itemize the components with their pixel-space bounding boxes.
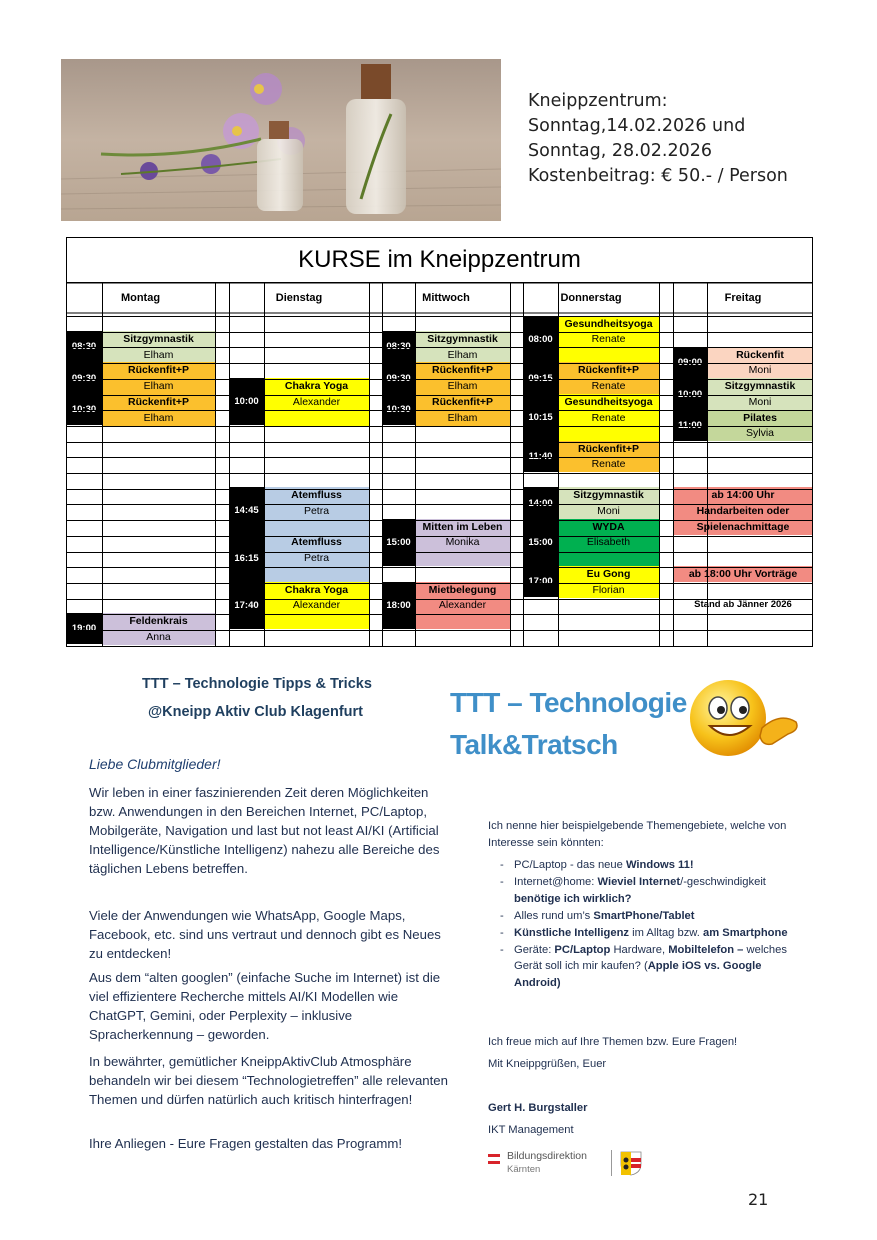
time-dienstag-3: 16:15: [229, 534, 264, 582]
freitag-course-1: Rückenfit: [707, 347, 813, 363]
time-dienstag-4: 17:40: [229, 582, 264, 629]
org-region: Kärnten: [507, 1164, 541, 1175]
donnerstag-teacher-1: Renate: [558, 331, 659, 347]
freitag-note-5: Stand ab Jänner 2026: [694, 599, 792, 611]
mittwoch-course-5: Mietbelegung: [415, 582, 510, 598]
mittwoch-purple-filler: [415, 550, 510, 566]
page-number: 21: [748, 1190, 769, 1209]
dienstag-blue-filler-2: [264, 566, 369, 582]
closing-line: Ich freue mich auf Ihre Themen bzw. Eure Fragen!: [488, 1036, 738, 1048]
donnerstag-teacher-3: Renate: [558, 410, 659, 426]
topic-text: /-geschwindigkeit: [680, 876, 766, 888]
greeting: Liebe Clubmitglieder!: [89, 756, 221, 772]
time-montag-2: 09:30: [66, 362, 102, 394]
paragraph-5: Ihre Anliegen - Eure Fragen gestalten das Programm!: [89, 1136, 403, 1151]
montag-course-2: Rückenfit+P: [102, 362, 215, 378]
schedule-title: KURSE im Kneippzentrum: [66, 237, 813, 283]
mittwoch-teacher-3: Elham: [415, 410, 510, 426]
dienstag-course-2: Atemfluss: [264, 487, 369, 503]
freitag-course-2: Sitzgymnastik: [707, 378, 813, 394]
mittwoch-teacher-4: Monika: [415, 534, 510, 550]
paragraph-4: In bewährter, gemütlicher KneippAktivClub Atmosphäre behandeln wir bei diesem “Technologietreffen” alle relevanten Themen und dürfen natürlich auch kritisch hinterfragen!: [89, 1054, 448, 1107]
herbal-oil-photo: [61, 59, 501, 221]
logo-divider: [611, 1150, 612, 1176]
time-mittwoch-4: 15:00: [382, 519, 415, 566]
donnerstag-yellow-filler-1: [558, 347, 659, 363]
time-montag-4: 19:00: [66, 613, 102, 644]
dienstag-teacher-3: Petra: [264, 550, 369, 566]
freitag-course-3: Pilates: [707, 410, 813, 426]
dienstag-course-1: Chakra Yoga: [264, 378, 369, 394]
donnerstag-course-1: Gesundheitsyoga: [558, 316, 659, 332]
time-freitag-2: 10:00: [673, 378, 707, 410]
mittwoch-course-3: Rückenfit+P: [415, 394, 510, 410]
montag-course-1: Sitzgymnastik: [102, 331, 215, 347]
ttt-logo-line1: TTT – Technologie: [450, 687, 687, 718]
donnerstag-teacher-7: Florian: [558, 582, 659, 598]
paragraph-2: Viele der Anwendungen wie WhatsApp, Google Maps, Facebook, etc. sind uns vertraut und dennoch gibt es Neues zu entdecken!: [89, 908, 441, 961]
dienstag-teacher-2: Petra: [264, 503, 369, 519]
info-location: Kneippzentrum:: [528, 91, 668, 111]
freitag-note-1: ab 14:00 Uhr: [673, 487, 813, 503]
time-donnerstag-2: 09:15: [523, 362, 558, 394]
dienstag-course-3: Atemfluss: [264, 534, 369, 550]
donnerstag-course-7: Eu Gong: [558, 566, 659, 582]
dienstag-teacher-1: Alexander: [264, 394, 369, 410]
montag-teacher-4: Anna: [102, 629, 215, 645]
ttt-logo: [446, 687, 687, 771]
time-montag-3: 10:30: [66, 394, 102, 425]
info-date-2: Sonntag, 28.02.2026: [528, 141, 713, 161]
topic-item-ki: [500, 925, 810, 942]
donnerstag-yellow-filler-2: [558, 425, 659, 441]
ttt-subheading: @Kneipp Aktiv Club Klagenfurt: [148, 704, 363, 720]
dienstag-yellow-filler-2: [264, 613, 369, 629]
dienstag-course-4: Chakra Yoga: [264, 582, 369, 598]
topic-item-smartphone: [500, 908, 810, 925]
donnerstag-course-2: Rückenfit+P: [558, 362, 659, 378]
farewell: Mit Kneippgrüßen, Euer: [488, 1058, 607, 1070]
topic-bold: SmartPhone/Tablet: [593, 909, 695, 922]
topic-bold: Wieviel Internet: [597, 876, 681, 888]
donnerstag-course-4: Rückenfit+P: [558, 441, 659, 457]
time-donnerstag-5: 14:00: [523, 487, 558, 519]
topics-list: [500, 857, 810, 992]
donnerstag-course-3: Gesundheitsyoga: [558, 394, 659, 410]
bildungsdirektion-logo: [488, 1150, 648, 1180]
freitag-teacher-1: Moni: [707, 362, 813, 378]
time-donnerstag-6: 15:00: [523, 519, 558, 566]
day-header-donnerstag: Donnerstag: [560, 292, 622, 304]
freitag-note-3: Spielenachmittage: [673, 519, 813, 535]
day-header-dienstag: Dienstag: [275, 292, 323, 304]
mittwoch-course-4: Mitten im Leben: [415, 519, 510, 535]
dienstag-blue-filler-1: [264, 519, 369, 535]
mittwoch-course-1: Sitzgymnastik: [415, 331, 510, 347]
time-dienstag-2: 14:45: [229, 487, 264, 534]
topic-item-windows: [500, 857, 810, 874]
day-header-montag: Montag: [120, 292, 161, 304]
montag-teacher-2: Elham: [102, 378, 215, 394]
donnerstag-teacher-5: Moni: [558, 503, 659, 519]
donnerstag-course-5: Sitzgymnastik: [558, 487, 659, 503]
donnerstag-green-filler: [558, 550, 659, 566]
montag-teacher-1: Elham: [102, 347, 215, 363]
topic-bold: Mobiltelefon –: [668, 943, 744, 956]
topic-bold: PC/Laptop: [554, 943, 611, 956]
paragraph-1: Wir leben in einer faszinierenden Zeit deren Möglichkeiten bzw. Anwendungen in den Bereichen Internet, PC/Laptop, Mobilgeräte, Navigation und last but not least AI/KI (Artificial Intelligence/Künstliche Intelligenz) nahezu alle Bereiche des täglichen Lebens betreffen.: [89, 785, 440, 876]
course-schedule-table: [66, 237, 813, 647]
topics-intro: Ich nenne hier beispielgebende Themengebiete, welche von Interesse sein könnten:: [488, 820, 787, 849]
topic-bold: Windows 11!: [625, 859, 694, 871]
author-name: Gert H. Burgstaller: [488, 1102, 588, 1114]
dienstag-teacher-4: Alexander: [264, 597, 369, 613]
topic-item-internet: [500, 874, 810, 907]
mittwoch-teacher-2: Elham: [415, 378, 510, 394]
mittwoch-course-2: Rückenfit+P: [415, 362, 510, 378]
topic-bold: Apple iOS vs. Google Android): [514, 960, 762, 989]
info-date-1: Sonntag,14.02.2026 und: [528, 116, 746, 136]
paragraph-3: Aus dem “alten googlen” (einfache Suche im Internet) ist die viel effizientere Recherche mittels AI/KI Modellen wie ChatGPT, Gemini, oder Perplexity – inklusive Spracherkennung – geworden.: [89, 970, 441, 1042]
thumbs-up-smiley-icon: [688, 678, 802, 758]
montag-course-3: Rückenfit+P: [102, 394, 215, 410]
ttt-heading: TTT – Technologie Tipps & Tricks: [142, 676, 372, 692]
topic-item-devices: [500, 942, 810, 992]
event-info: [528, 89, 788, 189]
topic-text: Geräte:: [514, 943, 555, 956]
time-mittwoch-1: 08:30: [382, 331, 415, 362]
topic-bold: am Smartphone: [703, 926, 788, 939]
topic-bold: benötige ich wirklich?: [514, 892, 632, 905]
freitag-teacher-2: Moni: [707, 394, 813, 410]
time-mittwoch-5: 18:00: [382, 582, 415, 629]
time-freitag-1: 09:00: [673, 347, 707, 378]
carinthia-coat-of-arms-icon: [620, 1150, 642, 1176]
topic-text: Hardware,: [610, 943, 669, 956]
author-role: IKT Management: [488, 1124, 574, 1136]
montag-teacher-3: Elham: [102, 410, 215, 426]
topic-text: PC/Laptop - das neue: [514, 859, 626, 871]
day-header-mittwoch: Mittwoch: [422, 292, 470, 304]
time-freitag-3: 11:00: [673, 410, 707, 441]
time-montag-1: 08:30: [66, 331, 102, 362]
austria-flag-icon: [488, 1154, 500, 1164]
topic-text: welches Gerät soll ich mir kaufen? (: [514, 943, 787, 972]
time-mittwoch-3: 10:30: [382, 394, 415, 425]
donnerstag-teacher-2: Renate: [558, 378, 659, 394]
time-dienstag-1: 10:00: [229, 378, 264, 425]
time-donnerstag-4: 11:40: [523, 441, 558, 472]
donnerstag-teacher-4: Renate: [558, 456, 659, 472]
time-donnerstag-1: 08:00: [523, 316, 558, 362]
mittwoch-teacher-1: Elham: [415, 347, 510, 363]
topic-bold: Künstliche Intelligenz: [514, 926, 629, 939]
dienstag-yellow-filler: [264, 410, 369, 426]
freitag-note-2: Handarbeiten oder: [673, 503, 813, 519]
org-name: Bildungsdirektion: [507, 1150, 587, 1162]
donnerstag-course-6: WYDA: [558, 519, 659, 535]
topic-text: im Alltag bzw.: [629, 926, 703, 939]
ttt-logo-line2: Talk&Tratsch: [450, 729, 618, 760]
topic-text: Alles rund um’s: [514, 909, 594, 922]
time-donnerstag-7: 17:00: [523, 566, 558, 597]
time-mittwoch-2: 09:30: [382, 362, 415, 394]
mittwoch-teacher-5: Alexander: [415, 597, 510, 613]
donnerstag-teacher-6: Elisabeth: [558, 534, 659, 550]
freitag-teacher-3: Sylvia: [707, 425, 813, 441]
freitag-note-4: ab 18:00 Uhr Vorträge: [673, 566, 813, 582]
montag-course-4: Feldenkrais: [102, 613, 215, 629]
topic-text: Internet@home:: [514, 876, 598, 888]
day-header-freitag: Freitag: [724, 292, 762, 304]
info-cost: Kostenbeitrag: € 50.- / Person: [528, 166, 788, 186]
mittwoch-red-filler: [415, 613, 510, 629]
time-donnerstag-3: 10:15: [523, 394, 558, 441]
